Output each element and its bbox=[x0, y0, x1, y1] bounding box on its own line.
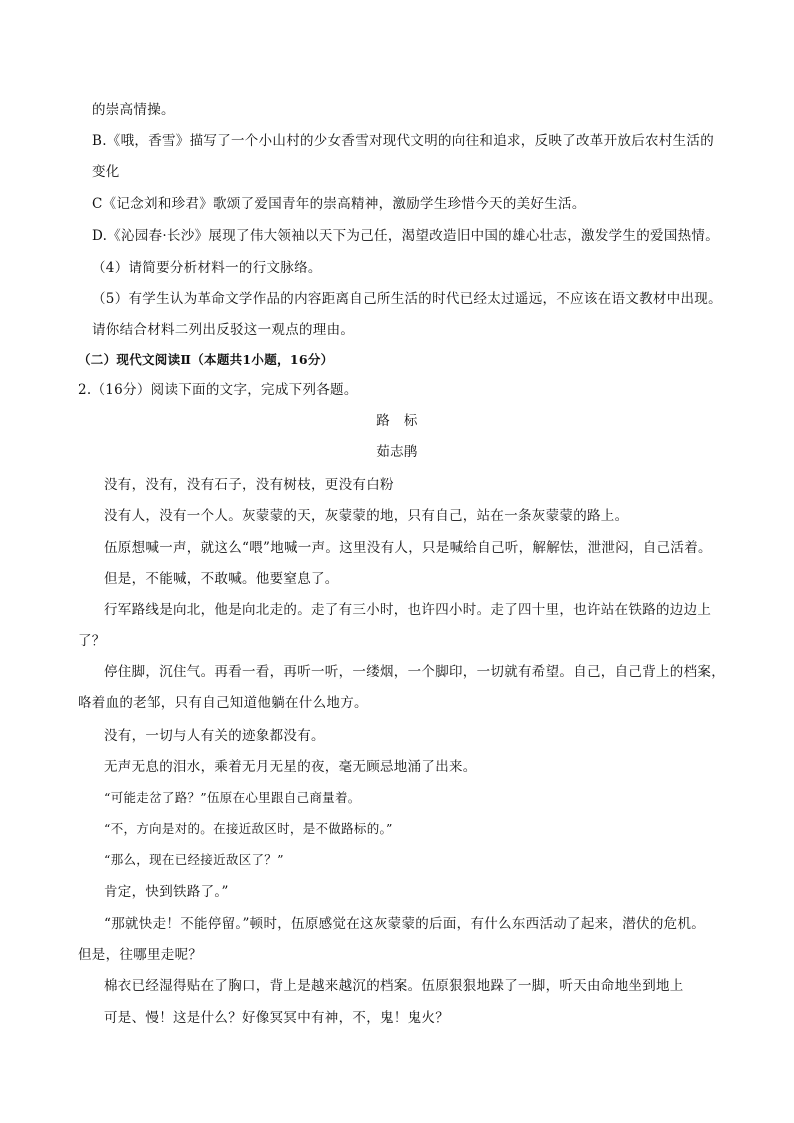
text-line: （4）请简要分析材料一的行文脉络。 bbox=[92, 260, 322, 276]
story-line: 伍原想喊一声，就这么“喂”地喊一声。这里没有人，只是喊给自己听，解解怯，泄泄闷，自己活着。 bbox=[104, 540, 712, 556]
text-line: （5）有学生认为革命文学作品的内容距离自己所生活的时代已经太过遥远，不应该在语文教材中出现。 bbox=[92, 291, 722, 307]
story-line: 了？ bbox=[78, 633, 106, 649]
story-line: 无声无息的泪水，乘着无月无星的夜，毫无顾忌地涌了出来。 bbox=[104, 759, 477, 775]
story-line: 没有，一切与人有关的迹象都没有。 bbox=[104, 728, 325, 744]
story-line: 但是，往哪里走呢？ bbox=[78, 947, 203, 963]
section-heading: （二）现代文阅读Ⅱ（本题共1小题，16分） bbox=[78, 352, 334, 367]
text-line: 变化 bbox=[92, 164, 120, 180]
story-line: 棉衣已经湿得贴在了胸口，背上是越来越沉的档案。伍原狠狠地跺了一脚，听天由命地坐到地上 bbox=[104, 978, 684, 994]
story-line: 行军路线是向北，他是向北走的。走了有三小时，也许四小时。走了四十里，也许站在铁路的边边上 bbox=[104, 602, 712, 618]
story-line: “不，方向是对的。在接近敌区时，是不做路标的。” bbox=[104, 821, 393, 836]
question-prompt: 2.（16分）阅读下面的文字，完成下列各题。 bbox=[78, 382, 358, 398]
text-line: 的崇高情操。 bbox=[92, 102, 175, 118]
story-line: “那么，现在已经接近敌区了？” bbox=[104, 852, 284, 867]
story-line: 没有，没有，没有石子，没有树枝，更没有白粉 bbox=[104, 477, 394, 493]
story-line: 肯定，快到铁路了。” bbox=[104, 884, 229, 900]
story-line: 停住脚，沉住气。再看一看，再听一听，一缕烟，一个脚印，一切就有希望。自己，自己背上的档案， bbox=[104, 664, 725, 680]
story-author: 茹志鹃 bbox=[376, 444, 418, 460]
text-line: 请你结合材料二列出反驳这一观点的理由。 bbox=[92, 322, 355, 338]
text-line: C《记念刘和珍君》歌颂了爱国青年的崇高精神，激励学生珍惜今天的美好生活。 bbox=[92, 196, 586, 212]
story-line: “可能走岔了路？”伍原在心里跟自己商量着。 bbox=[104, 790, 361, 805]
story-line: 没有人，没有一个人。灰蒙蒙的天，灰蒙蒙的地，只有自己，站在一条灰蒙蒙的路上。 bbox=[104, 508, 629, 524]
story-line: 可是、慢！这是什么？好像冥冥中有神，不，鬼！鬼火？ bbox=[104, 1010, 449, 1026]
text-line: D.《沁园春·长沙》展现了伟大领袖以天下为己任，渴望改造旧中国的雄心壮志，激发学生的爱国热情。 bbox=[92, 228, 720, 244]
story-title: 路 标 bbox=[376, 413, 418, 429]
text-line: B.《哦，香雪》描写了一个小山村的少女香雪对现代文明的向往和追求，反映了改革开放后农村生活的 bbox=[92, 133, 715, 149]
story-line: 咯着血的老邹，只有自己知道他躺在什么地方。 bbox=[78, 695, 368, 711]
story-line: “那就快走！不能停留。”顿时，伍原感觉在这灰蒙蒙的后面，有什么东西活动了起来，潜伏的危机。 bbox=[104, 916, 706, 932]
story-line: 但是，不能喊，不敢喊。他要窒息了。 bbox=[104, 571, 339, 587]
